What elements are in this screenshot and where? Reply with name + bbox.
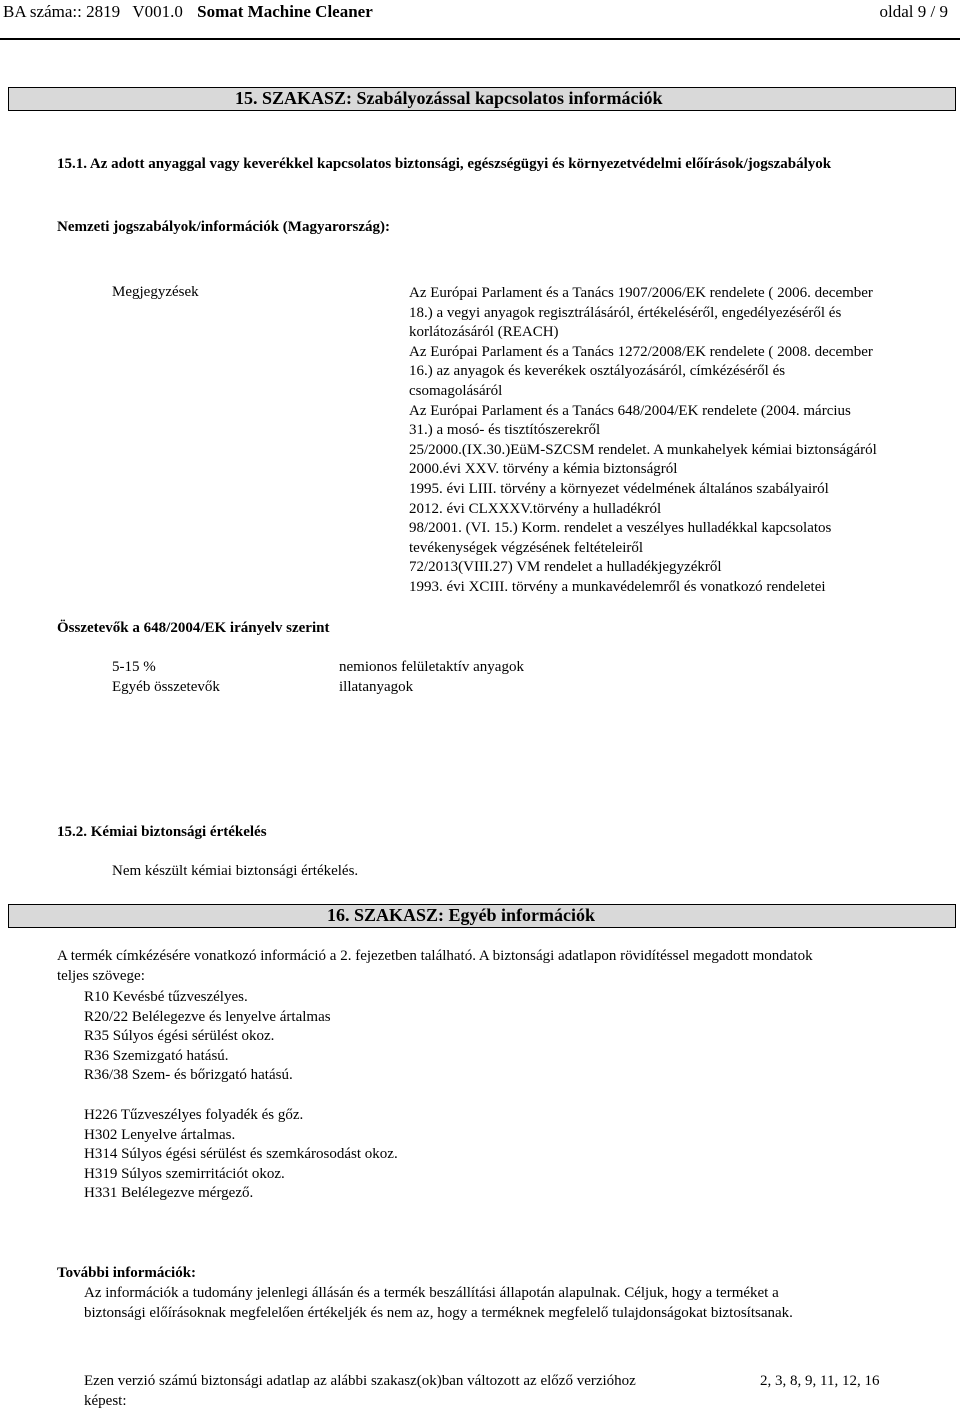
remarks-line: 98/2001. (VI. 15.) Korm. rendelet a veszélyes hulladékkal kapcsolatos (409, 520, 832, 537)
page-header (0, 0, 960, 24)
remarks-line: csomagolásáról (409, 382, 503, 399)
component-name: nemionos felületaktív anyagok (339, 659, 524, 675)
remarks-line: 16.) az anyagok és keverékek osztályozásáról, címkézéséről és (409, 363, 786, 380)
remarks-line: 1993. évi XCIII. törvény a munkavédelemről és vonatkozó rendeletei (409, 578, 826, 595)
r-phrases-list (84, 988, 331, 1086)
remarks-line: 2012. évi CLXXXV.törvény a hulladékról (409, 500, 662, 517)
section-16-title: 16. SZAKASZ: Egyéb információk (327, 905, 596, 925)
header-rule (0, 38, 960, 40)
remarks-line: 2000.évi XXV. törvény a kémia biztonságról (409, 461, 678, 478)
remarks-line: Az Európai Parlament és a Tanács 1907/2006/EK rendelete ( 2006. december (409, 285, 873, 301)
components-heading: Összetevők a 648/2004/EK irányelv szerint (57, 620, 330, 636)
h-phrase: H226 Tűzveszélyes folyadék és gőz. (84, 1107, 304, 1123)
version-note-line: képest: (84, 1393, 127, 1409)
remarks-label: Megjegyzések (112, 284, 199, 300)
doc-number: BA száma:: 2819 (3, 2, 121, 21)
intro-line: teljes szövege: (57, 968, 145, 984)
r-phrase: R36 Szemizgató hatású. (84, 1047, 229, 1064)
product-name: Somat Machine Cleaner (197, 2, 373, 21)
r-phrase: R36/38 Szem- és bőrizgató hatású. (84, 1067, 293, 1084)
h-phrase: H331 Belélegezve mérgező. (84, 1185, 254, 1202)
remarks-line: 25/2000.(IX.30.)EüM-SZCSM rendelet. A munkahelyek kémiai biztonságáról (409, 441, 877, 458)
remarks-line: korlátozásáról (REACH) (409, 324, 559, 341)
remarks-line: Az Európai Parlament és a Tanács 1272/2008/EK rendelete ( 2008. december (409, 343, 873, 360)
header-left (3, 2, 373, 22)
remarks-line: 18.) a vegyi anyagok regisztrálásáról, értékeléséről, engedélyezéséről és (409, 304, 842, 321)
further-info-heading: További információk: (57, 1265, 197, 1281)
subsection-15-2-title: 15.2. Kémiai biztonsági értékelés (57, 824, 267, 840)
r-phrase: R35 Súlyos égési sérülést okoz. (84, 1028, 275, 1045)
section-15-title: 15. SZAKASZ: Szabályozással kapcsolatos információk (235, 88, 663, 108)
subsection-15-1-title: 15.1. Az adott anyaggal vagy keverékkel kapcsolatos biztonsági, egészségügyi és környezetvédelmi előírások/jogszabályok (57, 156, 832, 172)
doc-version: V001.0 (132, 2, 183, 21)
remarks-list (409, 284, 877, 598)
h-phrase: H314 Súlyos égési sérülést és szemkárosodást okoz. (84, 1146, 398, 1163)
page-number: oldal 9 / 9 (879, 2, 948, 21)
h-phrase: H302 Lenyelve ártalmas. (84, 1126, 236, 1143)
remarks-line: 72/2013(VIII.27) VM rendelet a hulladékjegyzékről (409, 559, 722, 576)
changed-sections: 2, 3, 8, 9, 11, 12, 16 (760, 1373, 880, 1389)
r-phrase: R20/22 Belélegezve és lenyelve ártalmas (84, 1008, 331, 1025)
further-info-line: biztonsági előírásoknak megfelelően értékeljék és nem az, hogy a terméknek megfelelő tulajdonságokat biztosítsanak. (84, 1305, 793, 1321)
h-phrases-list (84, 1106, 398, 1204)
component-amount: 5-15 % (112, 659, 156, 675)
h-phrase: H319 Súlyos szemirritációt okoz. (84, 1165, 285, 1182)
remarks-line: 1995. évi LIII. törvény a környezet védelmének általános szabályairól (409, 480, 829, 497)
national-regulations-heading: Nemzeti jogszabályok/információk (Magyarország): (57, 219, 390, 235)
remarks-line: 31.) a mosó- és tisztítószerekről (409, 422, 601, 439)
intro-line: A termék címkézésére vonatkozó információ a 2. fejezetben található. A biztonsági adatlapon rövidítéssel megadott mondatok (57, 948, 813, 964)
further-info-line: Az információk a tudomány jelenlegi állásán és a termék beszállítási állapotán alapulnak. Céljuk, hogy a terméket a (84, 1285, 779, 1301)
remarks-line: Az Európai Parlament és a Tanács 648/2004/EK rendelete (2004. március (409, 402, 851, 419)
component-amount: Egyéb összetevők (112, 679, 220, 695)
version-note-line: Ezen verzió számú biztonsági adatlap az alábbi szakasz(ok)ban változott az előző verzióhoz (84, 1373, 636, 1389)
chemical-safety-text: Nem készült kémiai biztonsági értékelés. (112, 863, 359, 879)
remarks-line: tevékenységek végzésének feltételeiről (409, 539, 644, 556)
component-name: illatanyagok (339, 679, 414, 695)
r-phrase: R10 Kevésbé tűzveszélyes. (84, 989, 248, 1005)
